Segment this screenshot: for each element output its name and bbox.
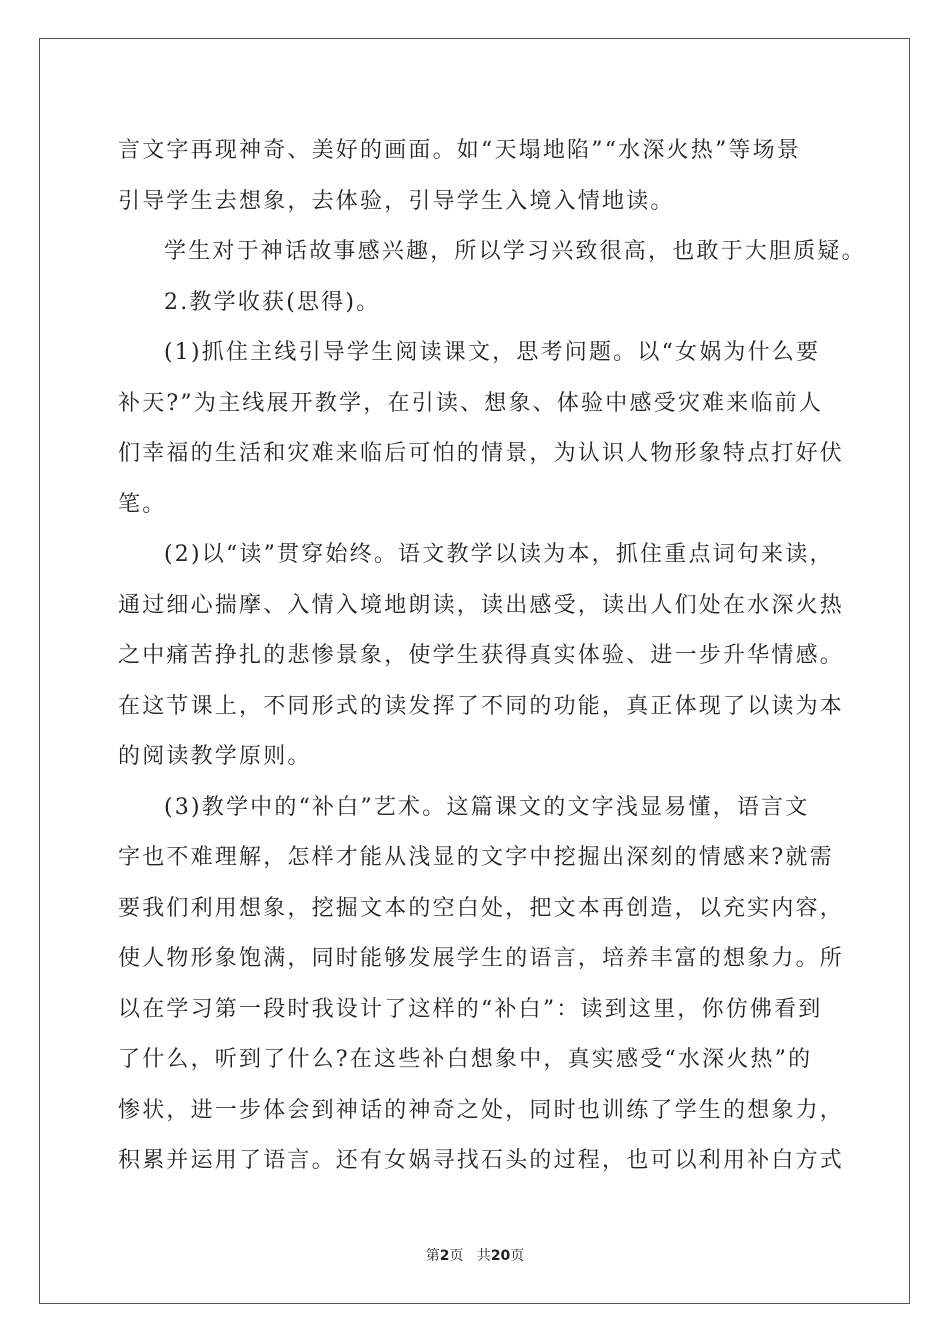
- footer-page-number: 2: [439, 1248, 450, 1264]
- text-line: 2.教学收获(思得)。: [164, 289, 381, 315]
- text-line: (2)以“读”贯穿始终。语文教学以读为本，抓住重点词句来读，: [164, 542, 834, 567]
- text-line: 之中痛苦挣扎的悲惨景象，使学生获得真实体验、进一步升华情感。: [118, 643, 845, 668]
- text-line: 言文字再现神奇、美好的画面。如“天塌地陷”“水深火热”等场景: [118, 138, 801, 163]
- text-line: 引导学生去想象，去体验，引导学生入境入情地读。: [118, 188, 675, 214]
- text-line: 要我们利用想象，挖掘文本的空白处，把文本再创造，以充实内容，: [118, 895, 845, 921]
- text-line: (3)教学中的“补白”艺术。这篇课文的文字浅显易懂，语言文: [164, 794, 810, 820]
- text-line: 在这节课上，不同形式的读发挥了不同的功能，真正体现了以读为本: [118, 693, 845, 719]
- document-body: [118, 126, 866, 1187]
- footer-total-pages: 20: [490, 1248, 511, 1264]
- text-line: 了什么，听到了什么?在这些补白想象中，真实感受“水深火热”的: [118, 1047, 813, 1072]
- text-line: 使人物形象饱满，同时能够发展学生的语言，培养丰富的想象力。所: [118, 946, 845, 971]
- text-line: 通过细心揣摩、入情入境地朗读，读出感受，读出人们处在水深火热: [118, 592, 845, 618]
- text-line: 笔。: [118, 491, 167, 517]
- footer-total-prefix: 共: [476, 1248, 491, 1264]
- text-line: 的阅读教学原则。: [118, 744, 312, 769]
- footer-page-suffix: 页: [449, 1248, 464, 1264]
- text-line: 补天?”为主线展开教学，在引读、想象、体验中感受灾难来临前人: [118, 390, 824, 416]
- text-line: 字也不难理解，怎样才能从浅显的文字中挖掘出深刻的情感来?就需: [118, 845, 834, 870]
- text-line: 以在学习第一段时我设计了这样的“补白”：读到这里，你仿佛看到: [118, 996, 823, 1022]
- text-line: 学生对于神话故事感兴趣，所以学习兴致很高，也敢于大胆质疑。: [164, 239, 866, 264]
- footer-page-prefix: 第: [425, 1248, 440, 1264]
- page-footer: [0, 1245, 950, 1265]
- text-line: (1)抓住主线引导学生阅读课文，思考问题。以“女娲为什么要: [164, 340, 821, 365]
- text-line: 惨状，进一步体会到神话的神奇之处，同时也训练了学生的想象力，: [118, 1097, 845, 1123]
- footer-total-suffix: 页: [510, 1248, 525, 1264]
- text-line: 积累并运用了语言。还有女娲寻找石头的过程，也可以利用补白方式: [118, 1148, 845, 1173]
- text-line: 们幸福的生活和灾难来临后可怕的情景，为认识人物形象特点打好伏: [118, 441, 845, 466]
